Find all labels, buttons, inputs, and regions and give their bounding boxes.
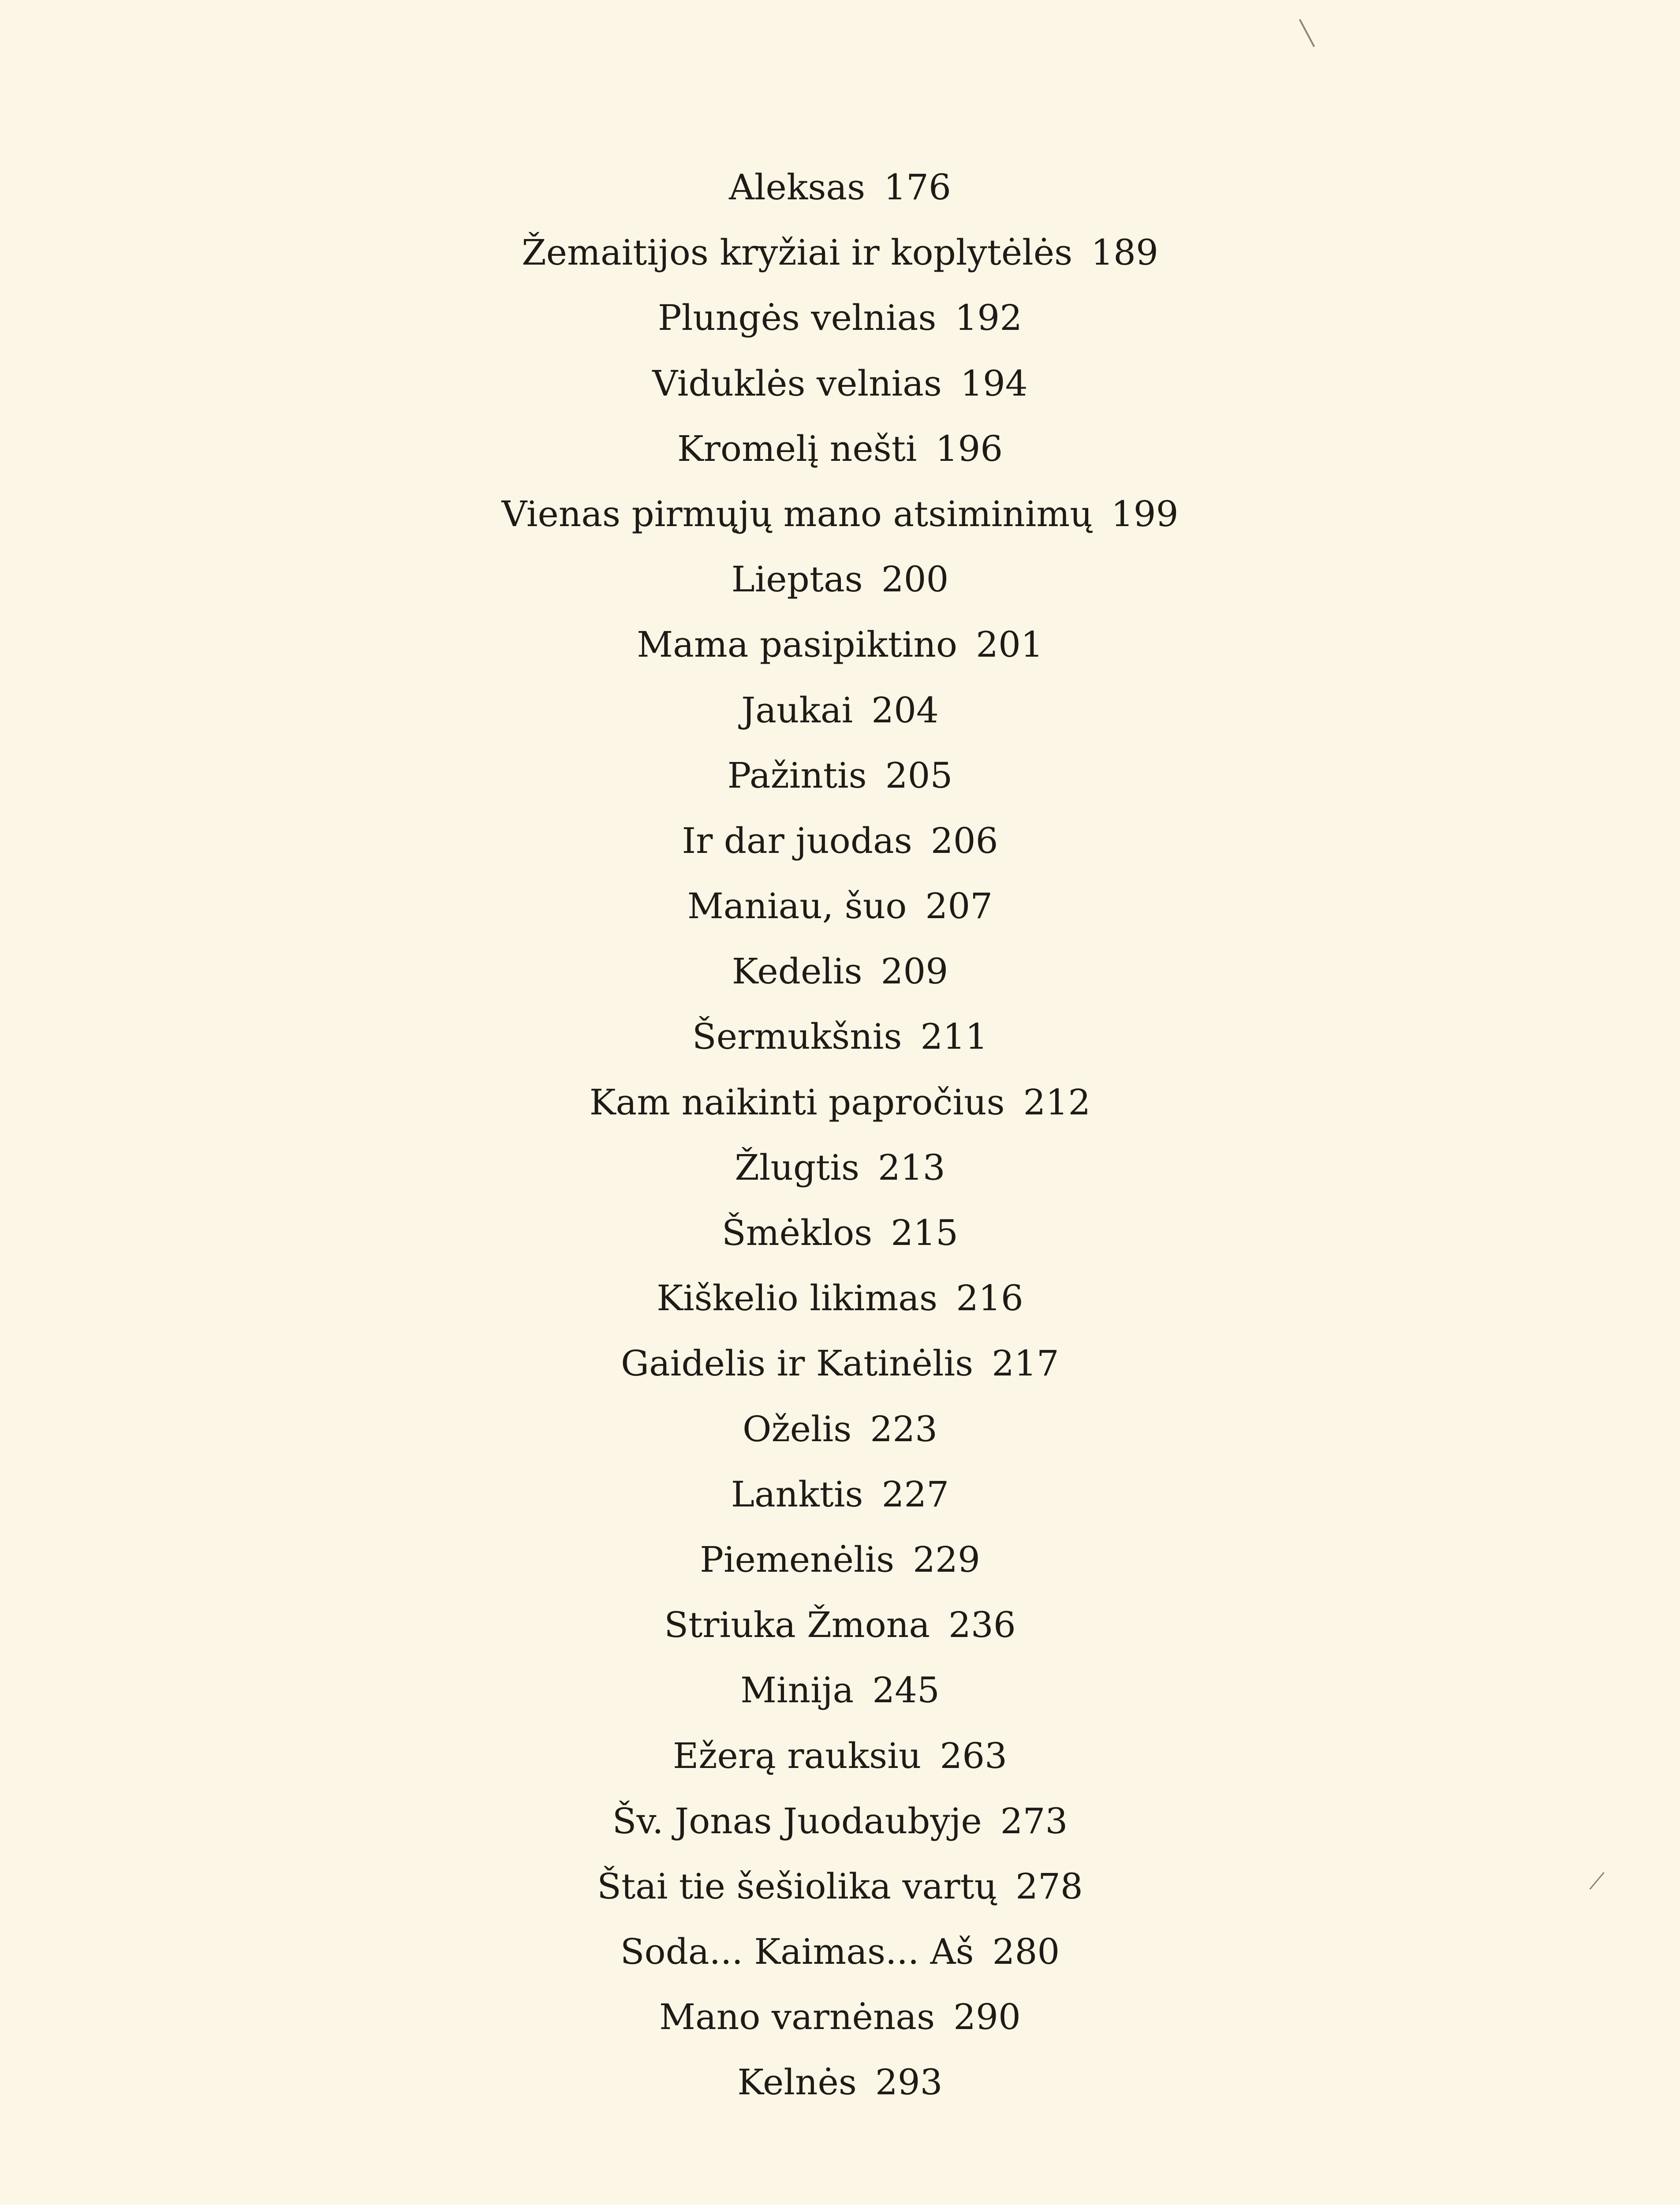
toc-entry [0, 1078, 1680, 1144]
toc-entry [0, 1405, 1680, 1470]
toc-entry-page: 213 [878, 1147, 945, 1188]
toc-entry-title: Šermukšnis [692, 1016, 902, 1058]
toc-entry-title: Mano varnėnas [659, 1996, 935, 2038]
toc-entry-page: 293 [875, 2062, 943, 2103]
toc-entry-page: 236 [948, 1604, 1016, 1646]
toc-entry [0, 1928, 1680, 1993]
toc-entry [0, 1274, 1680, 1339]
toc-entry-page: 204 [871, 689, 939, 731]
toc-entry [0, 1470, 1680, 1536]
toc-entry [0, 620, 1680, 686]
toc-entry [0, 359, 1680, 425]
toc-entry-title: Piemenėlis [700, 1539, 895, 1580]
toc-entry-title: Ir dar juodas [682, 820, 912, 861]
toc-entry-title: Soda... Kaimas... Aš [620, 1931, 974, 1973]
toc-entry-page: 211 [920, 1016, 988, 1058]
toc-entry-title: Kromelį nešti [677, 428, 917, 469]
toc-entry [0, 163, 1680, 228]
toc-entry [0, 425, 1680, 490]
scan-mark [1299, 19, 1315, 47]
toc-entry [0, 1862, 1680, 1928]
toc-entry-page: 278 [1015, 1865, 1083, 1907]
toc-entry-title: Šv. Jonas Juodaubyje [612, 1800, 982, 1842]
toc-entry-title: Kelnės [737, 2062, 857, 2103]
toc-entry-page: 196 [935, 428, 1003, 469]
toc-entry-title: Lieptas [731, 559, 863, 600]
toc-entry [0, 947, 1680, 1013]
toc-entry-title: Ežerą rauksiu [672, 1735, 922, 1776]
toc-entry-page: 200 [881, 559, 949, 600]
toc-entry-title: Kiškelio likimas [657, 1278, 938, 1319]
toc-entry-page: 192 [955, 297, 1023, 339]
toc-entry [0, 1993, 1680, 2058]
toc-entry [0, 1536, 1680, 1601]
toc-entry [0, 2058, 1680, 2123]
toc-entry-title: Šmėklos [722, 1212, 873, 1253]
toc-entry [0, 882, 1680, 947]
toc-entry [0, 555, 1680, 620]
toc-entry-page: 209 [881, 951, 948, 992]
toc-entry [0, 1666, 1680, 1731]
toc-entry-page: 273 [1000, 1800, 1068, 1842]
toc-entry [0, 817, 1680, 882]
toc-entry [0, 751, 1680, 817]
toc-entry [0, 490, 1680, 555]
toc-entry-page: 201 [976, 624, 1043, 665]
toc-entry-title: Pažintis [727, 755, 867, 796]
toc-entry-page: 207 [925, 886, 993, 927]
table-of-contents [0, 163, 1680, 2124]
toc-entry-page: 280 [992, 1931, 1060, 1973]
toc-entry-title: Štai tie šešiolika vartų [597, 1865, 997, 1907]
toc-entry-title: Viduklės velnias [652, 363, 942, 404]
toc-entry [0, 228, 1680, 294]
toc-entry-title: Striuka Žmona [664, 1604, 930, 1646]
toc-entry-page: 290 [953, 1996, 1021, 2038]
toc-entry-title: Vienas pirmųjų mano atsiminimų [501, 493, 1093, 534]
toc-entry-title: Žlugtis [735, 1147, 859, 1188]
toc-entry [0, 1209, 1680, 1274]
toc-entry [0, 1339, 1680, 1405]
toc-entry [0, 294, 1680, 359]
toc-entry-page: 245 [872, 1670, 940, 1711]
toc-entry-title: Kam naikinti papročius [589, 1081, 1005, 1123]
toc-entry-title: Aleksas [729, 167, 866, 208]
toc-entry [0, 1797, 1680, 1862]
toc-entry [0, 1013, 1680, 1078]
toc-entry-page: 205 [885, 755, 953, 796]
toc-entry-title: Plungės velnias [657, 297, 937, 339]
toc-entry [0, 1144, 1680, 1209]
toc-entry-page: 189 [1091, 232, 1158, 273]
toc-entry-page: 212 [1023, 1081, 1091, 1123]
toc-entry-page: 217 [992, 1343, 1059, 1384]
toc-entry-title: Gaidelis ir Katinėlis [621, 1343, 974, 1384]
toc-entry-title: Kedelis [732, 951, 862, 992]
toc-entry-page: 176 [884, 167, 951, 208]
toc-entry-page: 263 [940, 1735, 1008, 1776]
toc-entry-title: Mama pasipiktino [637, 624, 958, 665]
toc-entry [0, 686, 1680, 751]
toc-entry-page: 199 [1111, 493, 1179, 534]
toc-entry-title: Maniau, šuo [687, 886, 907, 927]
toc-entry [0, 1601, 1680, 1666]
toc-entry-page: 227 [881, 1473, 949, 1515]
toc-entry [0, 1732, 1680, 1797]
toc-entry-page: 215 [891, 1212, 958, 1253]
toc-entry-title: Oželis [742, 1408, 852, 1450]
toc-entry-page: 223 [870, 1408, 937, 1450]
toc-entry-title: Jaukai [741, 689, 853, 731]
toc-entry-title: Minija [740, 1670, 854, 1711]
toc-entry-page: 206 [930, 820, 998, 861]
toc-entry-title: Lanktis [731, 1473, 863, 1515]
toc-entry-title: Žemaitijos kryžiai ir koplytėlės [522, 232, 1073, 273]
toc-entry-page: 194 [960, 363, 1028, 404]
toc-entry-page: 229 [913, 1539, 980, 1580]
toc-entry-page: 216 [956, 1278, 1023, 1319]
